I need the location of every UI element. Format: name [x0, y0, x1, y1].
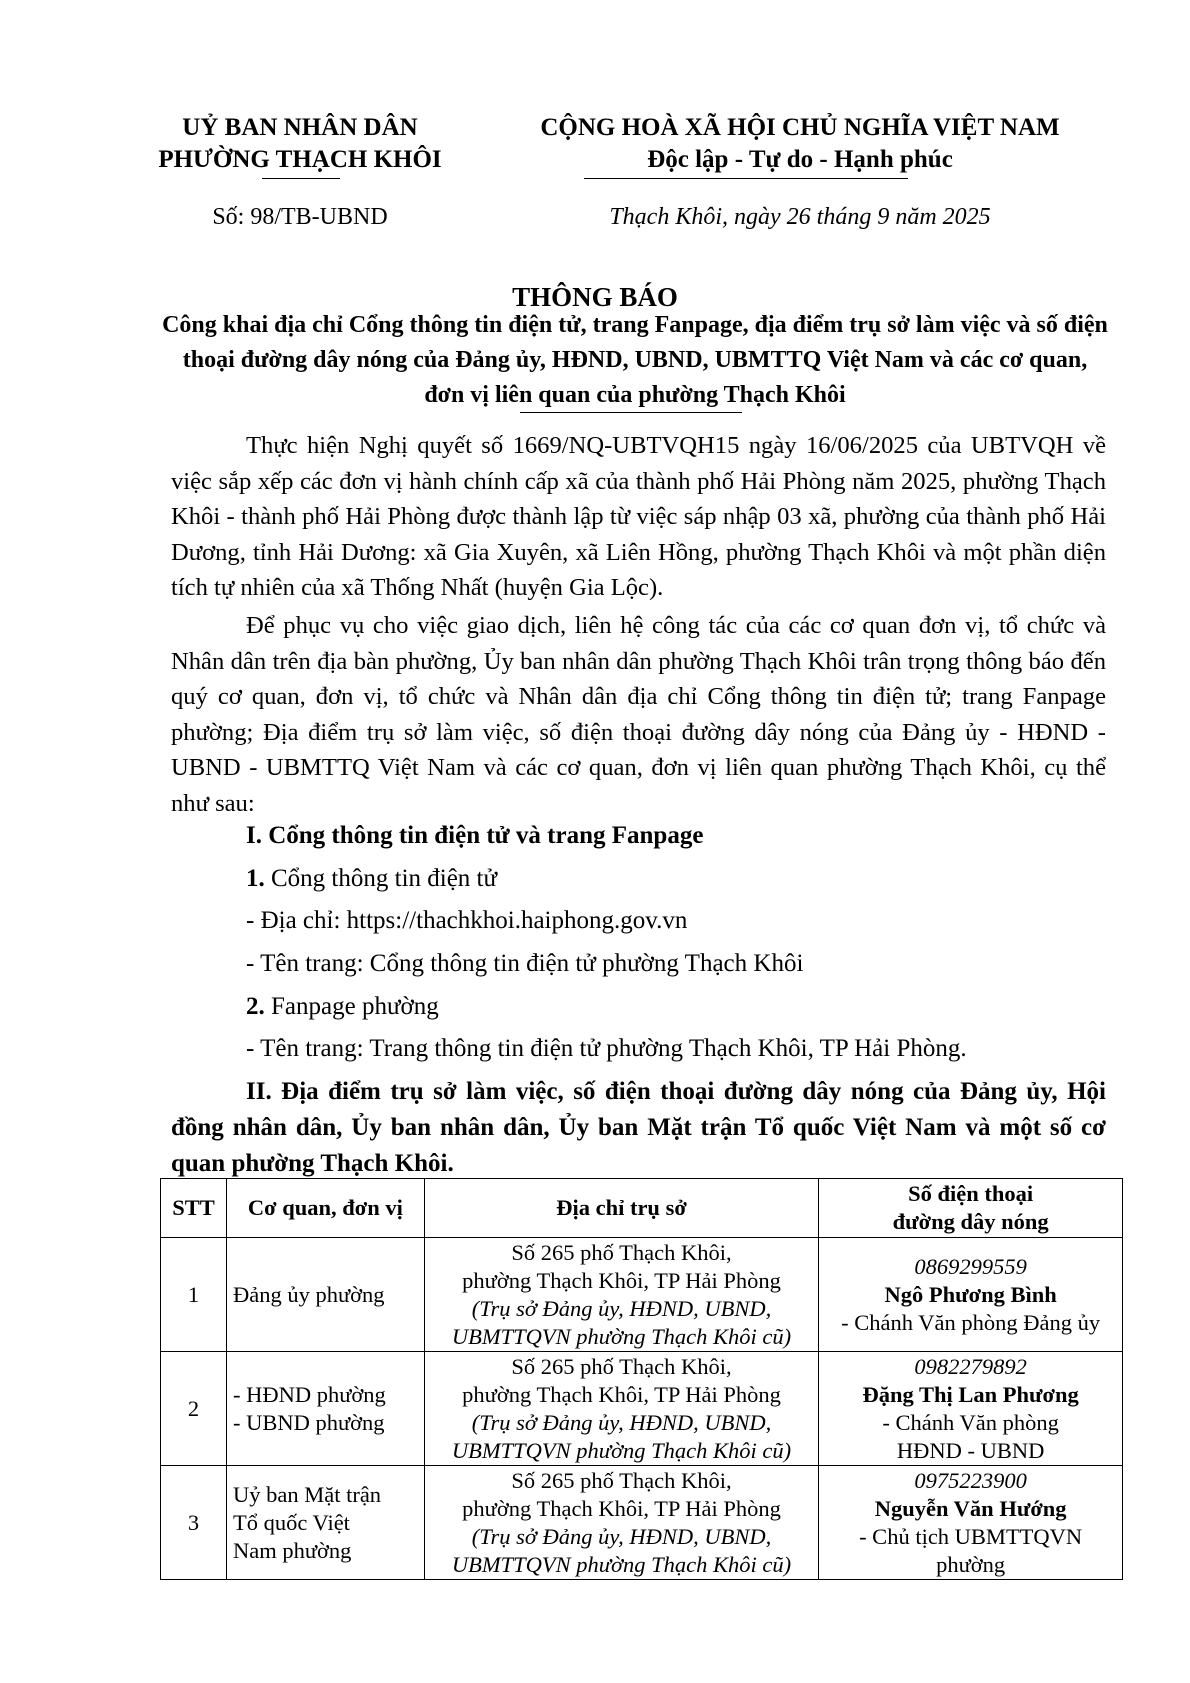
address-line-2: phường Thạch Khôi, TP Hải Phòng [462, 1381, 781, 1407]
item-1-heading [246, 861, 497, 896]
address-line-1: Số 265 phố Thạch Khôi, [511, 1353, 732, 1379]
table-header-row [161, 1179, 1123, 1238]
header-phone [819, 1179, 1123, 1238]
contact-role-line: - Chánh Văn phòng [882, 1409, 1059, 1435]
document-number: Số: 98/TB-UBND [212, 204, 388, 230]
address-note-1: (Trụ sở Đảng ủy, HĐND, UBND, [471, 1409, 772, 1435]
row-hotline [819, 1466, 1123, 1580]
portal-page-name: - Tên trang: Cổng thông tin điện tử phường Thạch Khôi [246, 950, 804, 977]
nation-line-2: Độc lập - Tự do - Hạnh phúc [647, 146, 953, 173]
address-note-1: (Trụ sở Đảng ủy, HĐND, UBND, [471, 1523, 772, 1549]
header-stt: STT [161, 1179, 227, 1238]
row-address [424, 1238, 819, 1352]
document-subtitle: Công khai địa chỉ Cổng thông tin điện tử, trang Fanpage, địa điểm trụ sở làm việc và số điện thoại đường dây nóng của Đảng ủy, HĐND, UBND, UBMTTQ Việt Nam và các cơ quan, đơn vị liên quan của phường Thạch Khôi [162, 312, 1108, 408]
agency-line: Đảng ủy phường [232, 1281, 385, 1307]
agency-underline [262, 178, 340, 179]
row-agency [226, 1238, 424, 1352]
agency-line: Nam phường [232, 1537, 352, 1563]
agency-line: - UBND phường [232, 1409, 385, 1435]
phone-number: 0982279892 [914, 1353, 1027, 1379]
row-stt: 2 [161, 1352, 227, 1466]
row-agency [226, 1352, 424, 1466]
place-and-date: Thạch Khôi, ngày 26 tháng 9 năm 2025 [609, 204, 991, 230]
section-2-heading: II. Địa điểm trụ sở làm việc, số điện thoại đường dây nóng của Đảng ủy, Hội đồng nhân dân, Ủy ban nhân dân, Ủy ban Mặt trận Tổ quốc Việt Nam và một số cơ quan phường Thạch Khôi. [171, 1078, 1106, 1177]
table-row [161, 1352, 1123, 1466]
address-line-1: Số 265 phố Thạch Khôi, [511, 1239, 732, 1265]
national-motto [500, 112, 1100, 176]
item-1-number: 1. [246, 865, 265, 892]
contact-table [160, 1178, 1123, 1580]
fanpage-page-name: - Tên trang: Trang thông tin điện tử phường Thạch Khôi, TP Hải Phòng. [246, 1035, 967, 1062]
row-hotline [819, 1352, 1123, 1466]
header-phone-line-1: Số điện thoại [908, 1181, 1034, 1206]
address-line-1: Số 265 phố Thạch Khôi, [511, 1467, 732, 1493]
agency-line: Uỷ ban Mặt trận [232, 1481, 382, 1507]
purpose-paragraph: Để phục vụ cho việc giao dịch, liên hệ công tác của các cơ quan đơn vị, tổ chức và Nhân dân trên địa bàn phường, Ủy ban nhân dân phường Thạch Khôi trân trọng thông báo đến quý cơ quan, đơn vị, tổ chức và Nhân dân địa chỉ Cổng thông tin điện tử; trang Fanpage phường; Địa điểm trụ sở làm việc, số điện thoại đường dây nóng của Đảng ủy - HĐND - UBND - UBMTTQ Việt Nam và các cơ quan, đơn vị liên quan phường Thạch Khôi, cụ thể như sau: [171, 612, 1106, 817]
table-row [161, 1238, 1123, 1352]
item-1-label: Cổng thông tin điện tử [264, 865, 498, 892]
header-agency: Cơ quan, đơn vị [226, 1179, 424, 1238]
address-note-2: UBMTTQVN phường Thạch Khôi cũ) [451, 1551, 792, 1577]
phone-number: 0869299559 [914, 1253, 1027, 1279]
contact-role-line: phường [936, 1551, 1006, 1577]
contact-name: Nguyễn Văn Hướng [874, 1495, 1067, 1521]
portal-address: - Địa chỉ: https://thachkhoi.haiphong.gov.vn [246, 907, 688, 934]
row-address [424, 1352, 819, 1466]
item-2-number: 2. [246, 993, 265, 1020]
address-line-2: phường Thạch Khôi, TP Hải Phòng [462, 1495, 781, 1521]
title-underline [520, 412, 742, 413]
document-title: THÔNG BÁO [512, 282, 678, 312]
item-2-heading [246, 989, 439, 1024]
row-address [424, 1466, 819, 1580]
contact-role-line: HĐND - UBND [896, 1437, 1045, 1463]
contact-role-line: - Chủ tịch UBMTTQVN [859, 1523, 1083, 1549]
row-stt: 3 [161, 1466, 227, 1580]
section-1-heading: I. Cổng thông tin điện tử và trang Fanpage [246, 822, 704, 849]
row-agency [226, 1466, 424, 1580]
item-2-label: Fanpage phường [264, 993, 439, 1020]
intro-paragraph: Thực hiện Nghị quyết số 1669/NQ-UBTVQH15 ngày 16/06/2025 của UBTVQH về việc sắp xếp các đơn vị hành chính cấp xã của thành phố Hải Phòng năm 2025, phường Thạch Khôi - thành phố Hải Phòng được thành lập từ việc sáp nhập 03 xã, phường của thành phố Hải Dương, tỉnh Hải Dương: xã Gia Xuyên, xã Liên Hồng, phường Thạch Khôi và một phần diện tích tự nhiên của xã Thống Nhất (huyện Gia Lộc). [171, 432, 1106, 601]
table-row [161, 1466, 1123, 1580]
issuing-agency [150, 112, 450, 176]
motto-underline [584, 178, 908, 179]
address-note-1: (Trụ sở Đảng ủy, HĐND, UBND, [471, 1295, 772, 1321]
contact-role-line: - Chánh Văn phòng Đảng ủy [841, 1309, 1101, 1335]
contact-name: Đặng Thị Lan Phương [862, 1381, 1079, 1407]
agency-line-1: UỶ BAN NHÂN DÂN [182, 114, 418, 141]
phone-number: 0975223900 [914, 1467, 1027, 1493]
contact-name: Ngô Phương Bình [884, 1281, 1057, 1307]
agency-line-2: PHƯỜNG THẠCH KHÔI [158, 146, 442, 173]
address-note-2: UBMTTQVN phường Thạch Khôi cũ) [451, 1323, 792, 1349]
header-phone-line-2: đường dây nóng [892, 1209, 1049, 1234]
address-note-2: UBMTTQVN phường Thạch Khôi cũ) [451, 1437, 792, 1463]
address-line-2: phường Thạch Khôi, TP Hải Phòng [462, 1267, 781, 1293]
row-hotline [819, 1238, 1123, 1352]
header-address: Địa chỉ trụ sở [424, 1179, 819, 1238]
agency-line: Tổ quốc Việt [232, 1509, 350, 1535]
row-stt: 1 [161, 1238, 227, 1352]
nation-line-1: CỘNG HOÀ XÃ HỘI CHỦ NGHĨA VIỆT NAM [540, 114, 1060, 141]
agency-line: - HĐND phường [232, 1381, 386, 1407]
